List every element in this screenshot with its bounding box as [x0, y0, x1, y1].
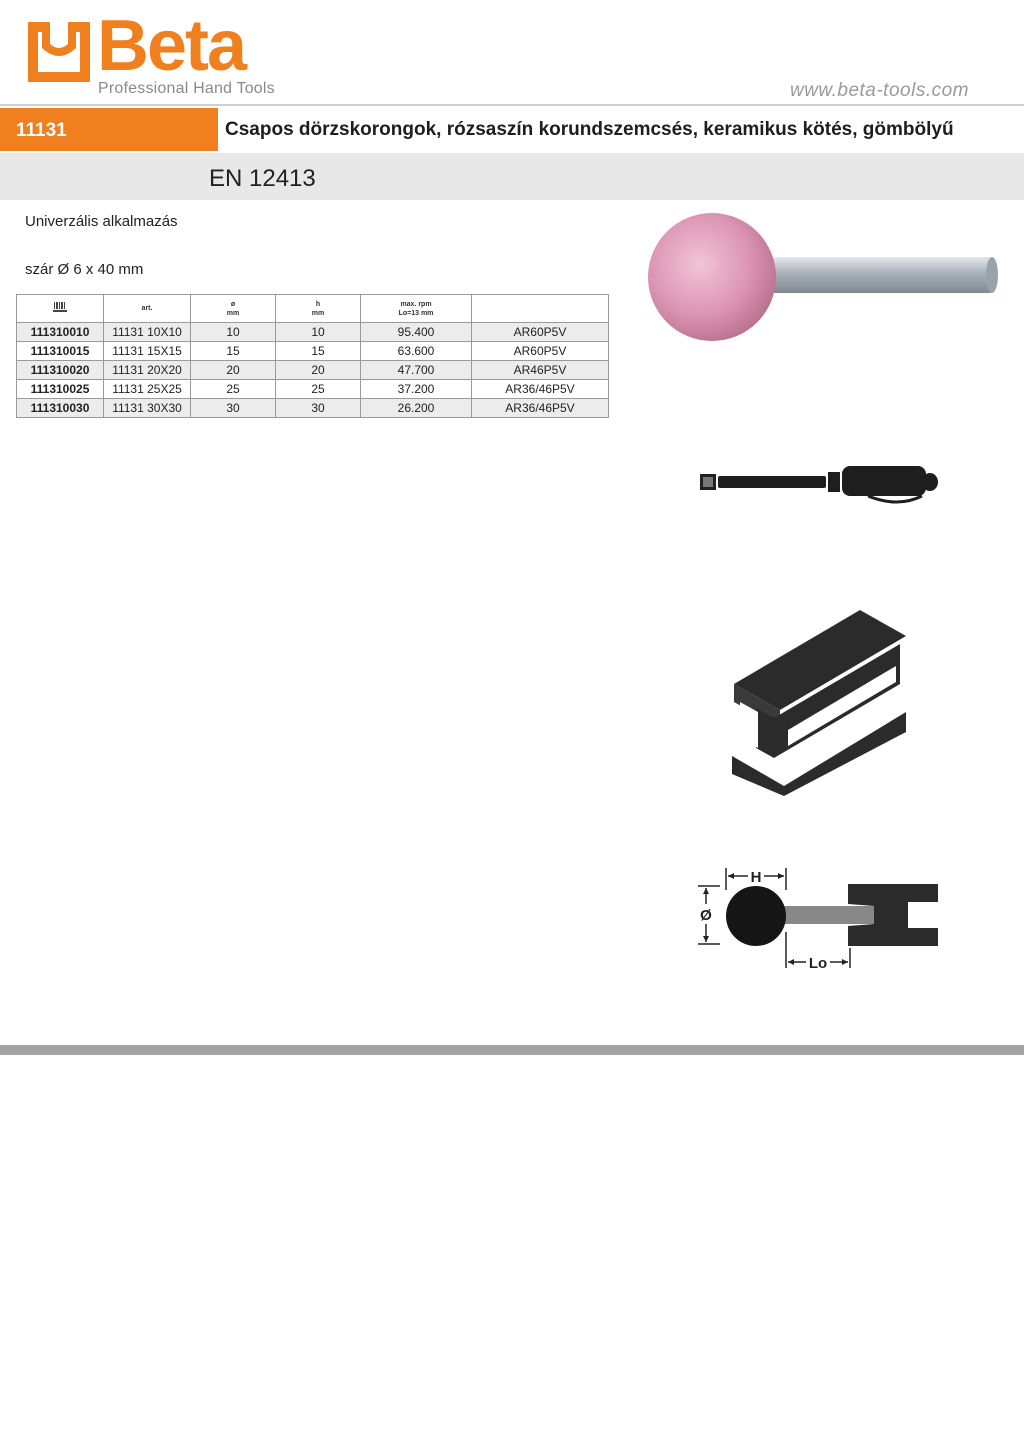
- header-code: [17, 295, 104, 323]
- cell-art: 11131 10X10: [104, 323, 191, 342]
- header-divider: [0, 104, 1024, 106]
- cell-art: 11131 25X25: [104, 380, 191, 399]
- cell-rpm: 26.200: [361, 399, 472, 418]
- cell-art: 11131 20X20: [104, 361, 191, 380]
- cell-art: 11131 30X30: [104, 399, 191, 418]
- website-link[interactable]: www.beta-tools.com: [789, 80, 969, 101]
- table-row: [17, 399, 609, 418]
- product-code: 11131: [16, 120, 67, 141]
- cell-spec: AR36/46P5V: [472, 399, 609, 418]
- cell-diameter: 15: [191, 342, 276, 361]
- cell-height: 25: [276, 380, 361, 399]
- lo-dimension-label: Lo: [808, 955, 828, 972]
- cell-rpm: 37.200: [361, 380, 472, 399]
- standard-band: [0, 153, 1024, 200]
- shank-text: szár Ø 6 x 40 mm: [25, 261, 144, 278]
- header-spec: [472, 295, 609, 323]
- header-height: h mm: [276, 295, 361, 323]
- cell-code: 111310015: [17, 342, 104, 361]
- tool-holder-icon: [698, 462, 940, 508]
- cell-height: 10: [276, 323, 361, 342]
- cell-diameter: 10: [191, 323, 276, 342]
- cell-rpm: 63.600: [361, 342, 472, 361]
- dimension-diagram: [694, 864, 942, 974]
- cell-spec: AR60P5V: [472, 323, 609, 342]
- table-row: [17, 380, 609, 399]
- cell-spec: AR60P5V: [472, 342, 609, 361]
- table-row: [17, 342, 609, 361]
- header-diameter: ø mm: [191, 295, 276, 323]
- cell-height: 20: [276, 361, 361, 380]
- cell-spec: AR36/46P5V: [472, 380, 609, 399]
- product-table: [16, 294, 609, 418]
- brand-name: Beta: [97, 6, 246, 86]
- cell-rpm: 95.400: [361, 323, 472, 342]
- diameter-dimension-label: Ø: [700, 907, 712, 924]
- wrench-logo-icon: [24, 18, 94, 86]
- table-row: [17, 323, 609, 342]
- h-dimension-label: H: [750, 869, 762, 886]
- steel-beam-icon: [728, 608, 910, 796]
- cell-diameter: 25: [191, 380, 276, 399]
- table-row: [17, 361, 609, 380]
- product-standard: EN 12413: [209, 165, 316, 192]
- cell-height: 15: [276, 342, 361, 361]
- product-title: Csapos dörzskorongok, rózsaszín korundszemcsés, keramikus kötés, gömbölyű: [225, 119, 954, 140]
- header-max-rpm: max. rpm Lo=13 mm: [361, 295, 472, 323]
- cell-diameter: 20: [191, 361, 276, 380]
- cell-spec: AR46P5V: [472, 361, 609, 380]
- header-art: art.: [104, 295, 191, 323]
- cell-height: 30: [276, 399, 361, 418]
- product-photo-grinding-point: [640, 205, 1010, 355]
- footer-divider: [0, 1045, 1024, 1055]
- brand-tagline: Professional Hand Tools: [98, 80, 275, 97]
- cell-rpm: 47.700: [361, 361, 472, 380]
- cell-code: 111310020: [17, 361, 104, 380]
- cell-code: 111310025: [17, 380, 104, 399]
- cell-art: 11131 15X15: [104, 342, 191, 361]
- cell-code: 111310010: [17, 323, 104, 342]
- usage-text: Univerzális alkalmazás: [25, 213, 178, 230]
- barcode-icon: [53, 302, 67, 312]
- table-header-row: [17, 295, 609, 323]
- cell-code: 111310030: [17, 399, 104, 418]
- cell-diameter: 30: [191, 399, 276, 418]
